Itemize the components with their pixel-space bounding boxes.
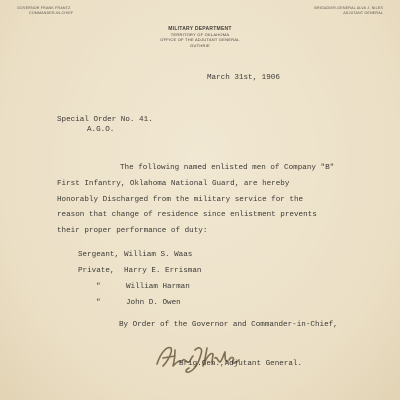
body-line-1: The following named enlisted men of Company "B" xyxy=(120,164,335,172)
rank-3: " xyxy=(96,283,101,291)
signatory-title: Brig.Gen.,Adjutant General. xyxy=(179,360,303,368)
body-line-3: Honorably Discharged from the military service for the xyxy=(57,196,304,204)
body-line-5: their proper performance of duty: xyxy=(57,227,208,235)
handwritten-signature xyxy=(155,342,245,376)
department-name: MILITARY DEPARTMENT xyxy=(168,26,232,32)
adjutant-name: BRIGADIER-GENERAL ALVA J. NILES xyxy=(314,6,383,10)
letter-date: March 31st, 1906 xyxy=(207,74,280,82)
order-number: Special Order No. 41. xyxy=(57,116,153,124)
rank-4: " xyxy=(96,299,101,307)
name-4: John D. Owen xyxy=(126,299,181,307)
body-line-4: reason that change of residence since enlistment prevents xyxy=(57,211,317,219)
department-header xyxy=(0,27,400,48)
body-line-2: First Infantry, Oklahoma National Guard, are hereby xyxy=(57,180,290,188)
office-name: OFFICE OF THE ADJUTANT GENERAL xyxy=(160,37,240,43)
adjutant-title: ADJUTANT GENERAL xyxy=(343,11,383,15)
rank-1: Sergeant, xyxy=(78,251,120,259)
territory-name: TERRITORY OF OKLAHOMA xyxy=(170,32,230,38)
governor-header xyxy=(17,6,73,16)
name-1: William S. Waas xyxy=(124,251,193,259)
closing-line: By Order of the Governor and Commander-in-Chief, xyxy=(119,321,338,329)
governor-title: COMMANDER-IN-CHIEF xyxy=(29,11,74,15)
name-2: Harry E. Errisman xyxy=(124,267,202,275)
adjutant-header xyxy=(314,6,383,16)
rank-2: Private, xyxy=(78,267,115,275)
name-3: William Harman xyxy=(126,283,190,291)
governor-name: GOVERNOR FRANK FRANTZ xyxy=(17,6,71,10)
order-office: A.G.O. xyxy=(87,126,115,134)
city-name: GUTHRIE xyxy=(190,42,210,48)
